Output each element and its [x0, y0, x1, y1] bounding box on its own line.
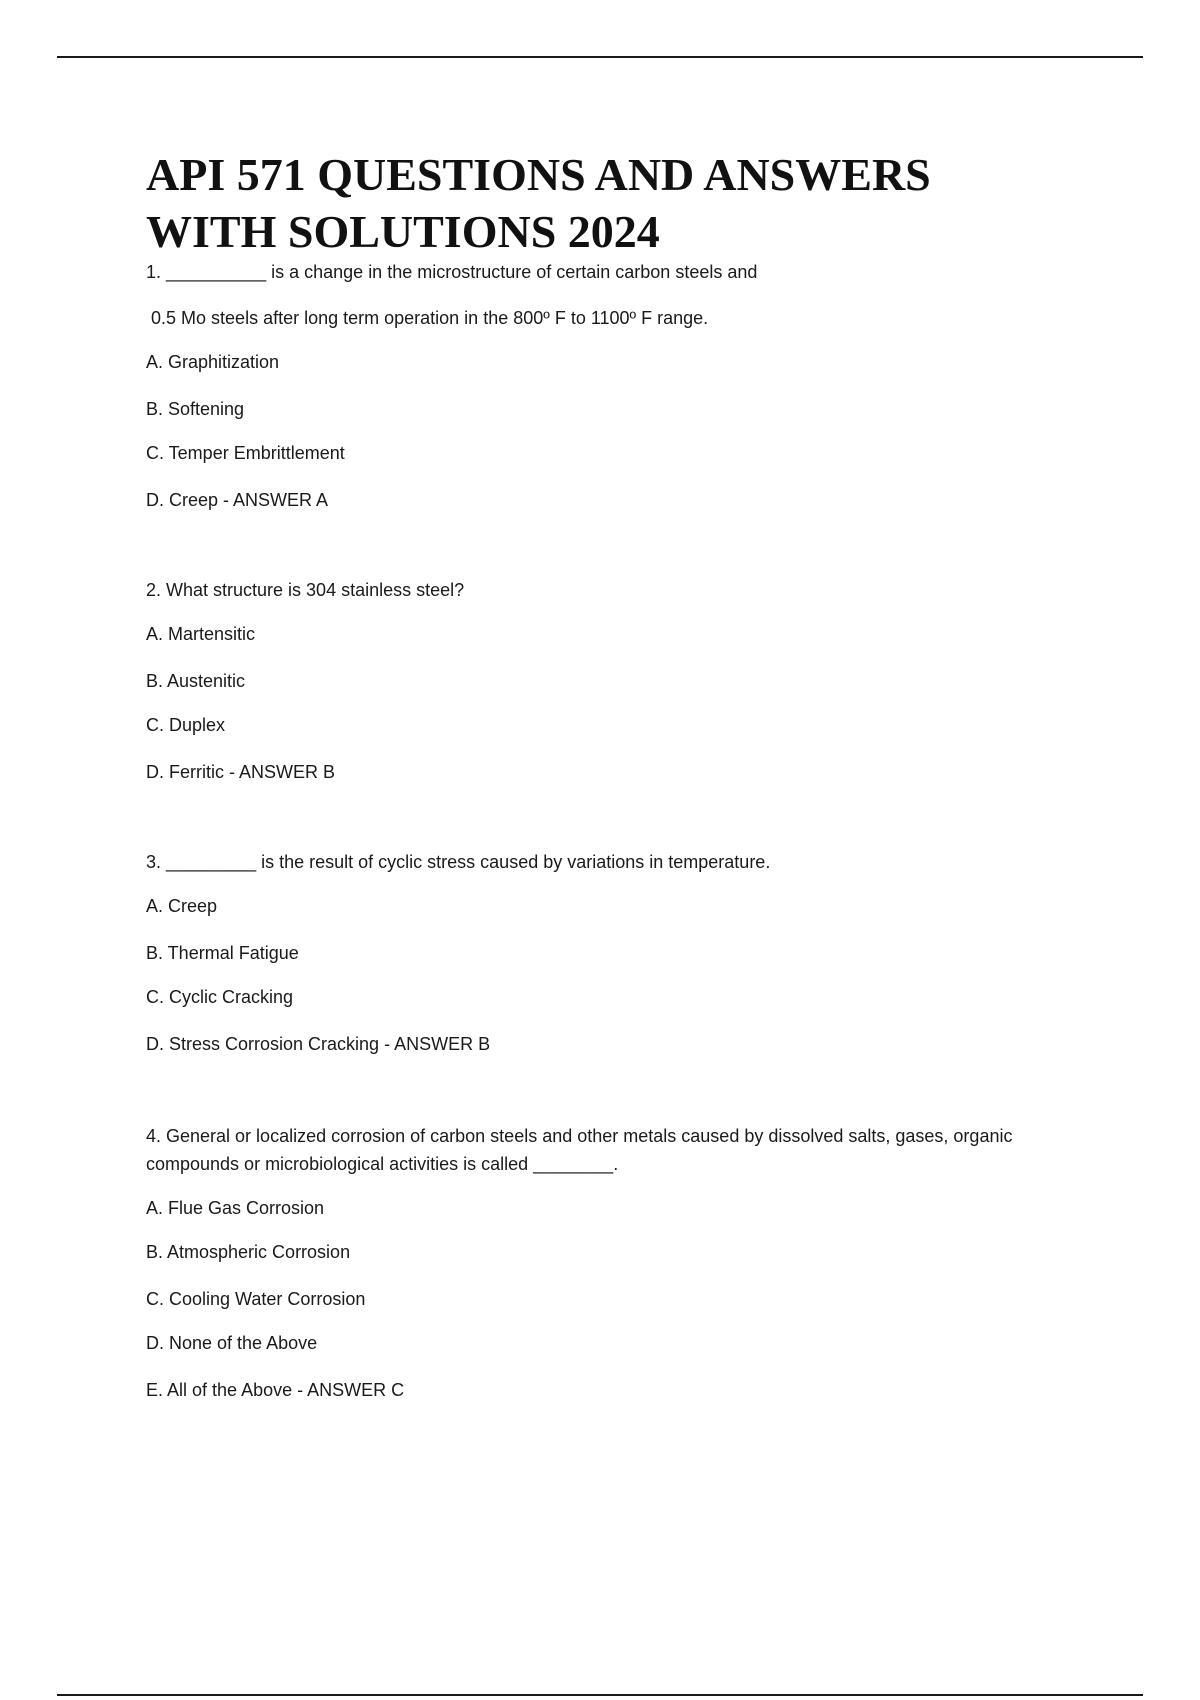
question-1-text: 1. __________ is a change in the microstructure of certain carbon steels and — [146, 262, 758, 282]
question-3-text: 3. _________ is the result of cyclic stress caused by variations in temperature. — [146, 852, 771, 872]
footer-rule — [57, 1694, 1143, 1696]
question-2 — [146, 578, 1066, 784]
question-4-option-b: B. Atmospheric Corrosion — [146, 1242, 351, 1262]
question-2-text: 2. What structure is 304 stainless steel? — [146, 580, 465, 600]
question-1-text-cont: 0.5 Mo steels after long term operation in the 800º F to 1100º F range. — [146, 308, 709, 328]
question-4 — [146, 1122, 1066, 1402]
question-3 — [146, 850, 1066, 1056]
question-4-option-e: E. All of the Above - ANSWER C — [146, 1380, 405, 1400]
question-1 — [146, 260, 1066, 512]
question-3-option-b: B. Thermal Fatigue — [146, 943, 299, 963]
document-title — [146, 146, 1066, 260]
question-2-option-a: A. Martensitic — [146, 624, 256, 644]
question-2-option-b: B. Austenitic — [146, 671, 246, 691]
question-1-option-d: D. Creep - ANSWER A — [146, 490, 329, 510]
question-3-option-d: D. Stress Corrosion Cracking - ANSWER B — [146, 1034, 491, 1054]
question-3-option-a: A. Creep — [146, 896, 218, 916]
title-line-1: API 571 QUESTIONS AND ANSWERS — [146, 149, 931, 200]
header-rule — [57, 56, 1143, 58]
question-4-option-d: D. None of the Above — [146, 1333, 318, 1353]
question-2-option-d: D. Ferritic - ANSWER B — [146, 762, 336, 782]
document-body — [146, 146, 1066, 1402]
question-4-option-a: A. Flue Gas Corrosion — [146, 1198, 325, 1218]
title-line-2: WITH SOLUTIONS 2024 — [146, 206, 660, 257]
question-3-option-c: C. Cyclic Cracking — [146, 987, 294, 1007]
question-2-option-c: C. Duplex — [146, 715, 226, 735]
question-1-option-c: C. Temper Embrittlement — [146, 443, 345, 463]
question-4-option-c: C. Cooling Water Corrosion — [146, 1289, 366, 1309]
question-1-option-a: A. Graphitization — [146, 352, 280, 372]
question-4-text: 4. General or localized corrosion of carbon steels and other metals caused by dissolved salts, gases, organic compounds or microbiological activities is called ________. — [146, 1126, 1013, 1174]
question-1-option-b: B. Softening — [146, 399, 245, 419]
